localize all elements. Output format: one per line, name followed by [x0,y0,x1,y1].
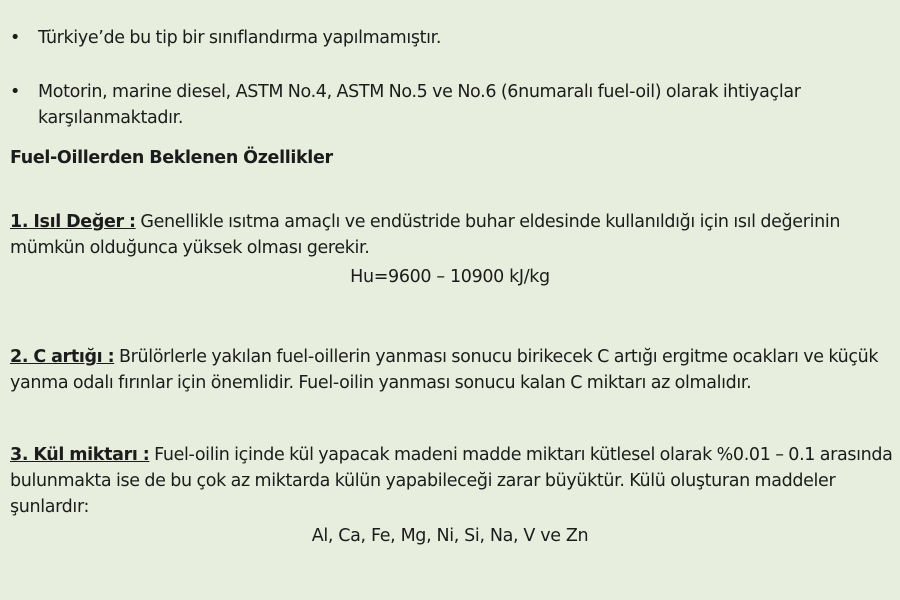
bullet-item [10,79,890,131]
property-isil-deger [10,209,895,261]
property-c-artigi [10,344,895,396]
property-label: 3. Kül miktarı : [10,445,150,465]
bullet-text: Motorin, marine diesel, ASTM No.4, ASTM No.5 ve No.6 (6numaralı fuel-oil) olarak ihtiyaçlar karşılanmaktadır. [38,82,801,128]
formula-kul-elements: Al, Ca, Fe, Mg, Ni, Si, Na, V ve Zn [311,526,589,546]
property-label: 2. C artığı : [10,347,115,367]
property-text: Fuel-oilin içinde kül yapacak madeni madde miktarı kütlesel olarak %0.01 – 0.1 arasında bulunmakta ise de bu çok az miktarda külün yapabileceği zarar büyüktür. Külü oluşturan maddeler şunlardır: [10,445,893,517]
formula-isil-deger: Hu=9600 – 10900 kJ/kg [350,267,550,287]
property-label: 1. Isıl Değer : [10,212,136,232]
bullet-icon: • [10,82,20,102]
section-heading: Fuel-Oillerden Beklenen Özellikler [10,148,333,168]
bullet-icon: • [10,28,20,48]
bullet-item [10,25,890,51]
property-text: Genellikle ısıtma amaçlı ve endüstride buhar eldesinde kullanıldığı için ısıl değerinin mümkün olduğunca yüksek olması gerekir. [10,212,841,258]
property-text: Brülörlerle yakılan fuel-oillerin yanması sonucu birikecek C artığı ergitme ocakları ve küçük yanma odalı fırınlar için önemlidir. Fuel-oilin yanması sonucu kalan C miktarı az olmalıdır. [10,347,879,393]
property-kul-miktari [10,442,895,520]
bullet-text: Türkiye’de bu tip bir sınıflandırma yapılmamıştır. [38,28,442,48]
